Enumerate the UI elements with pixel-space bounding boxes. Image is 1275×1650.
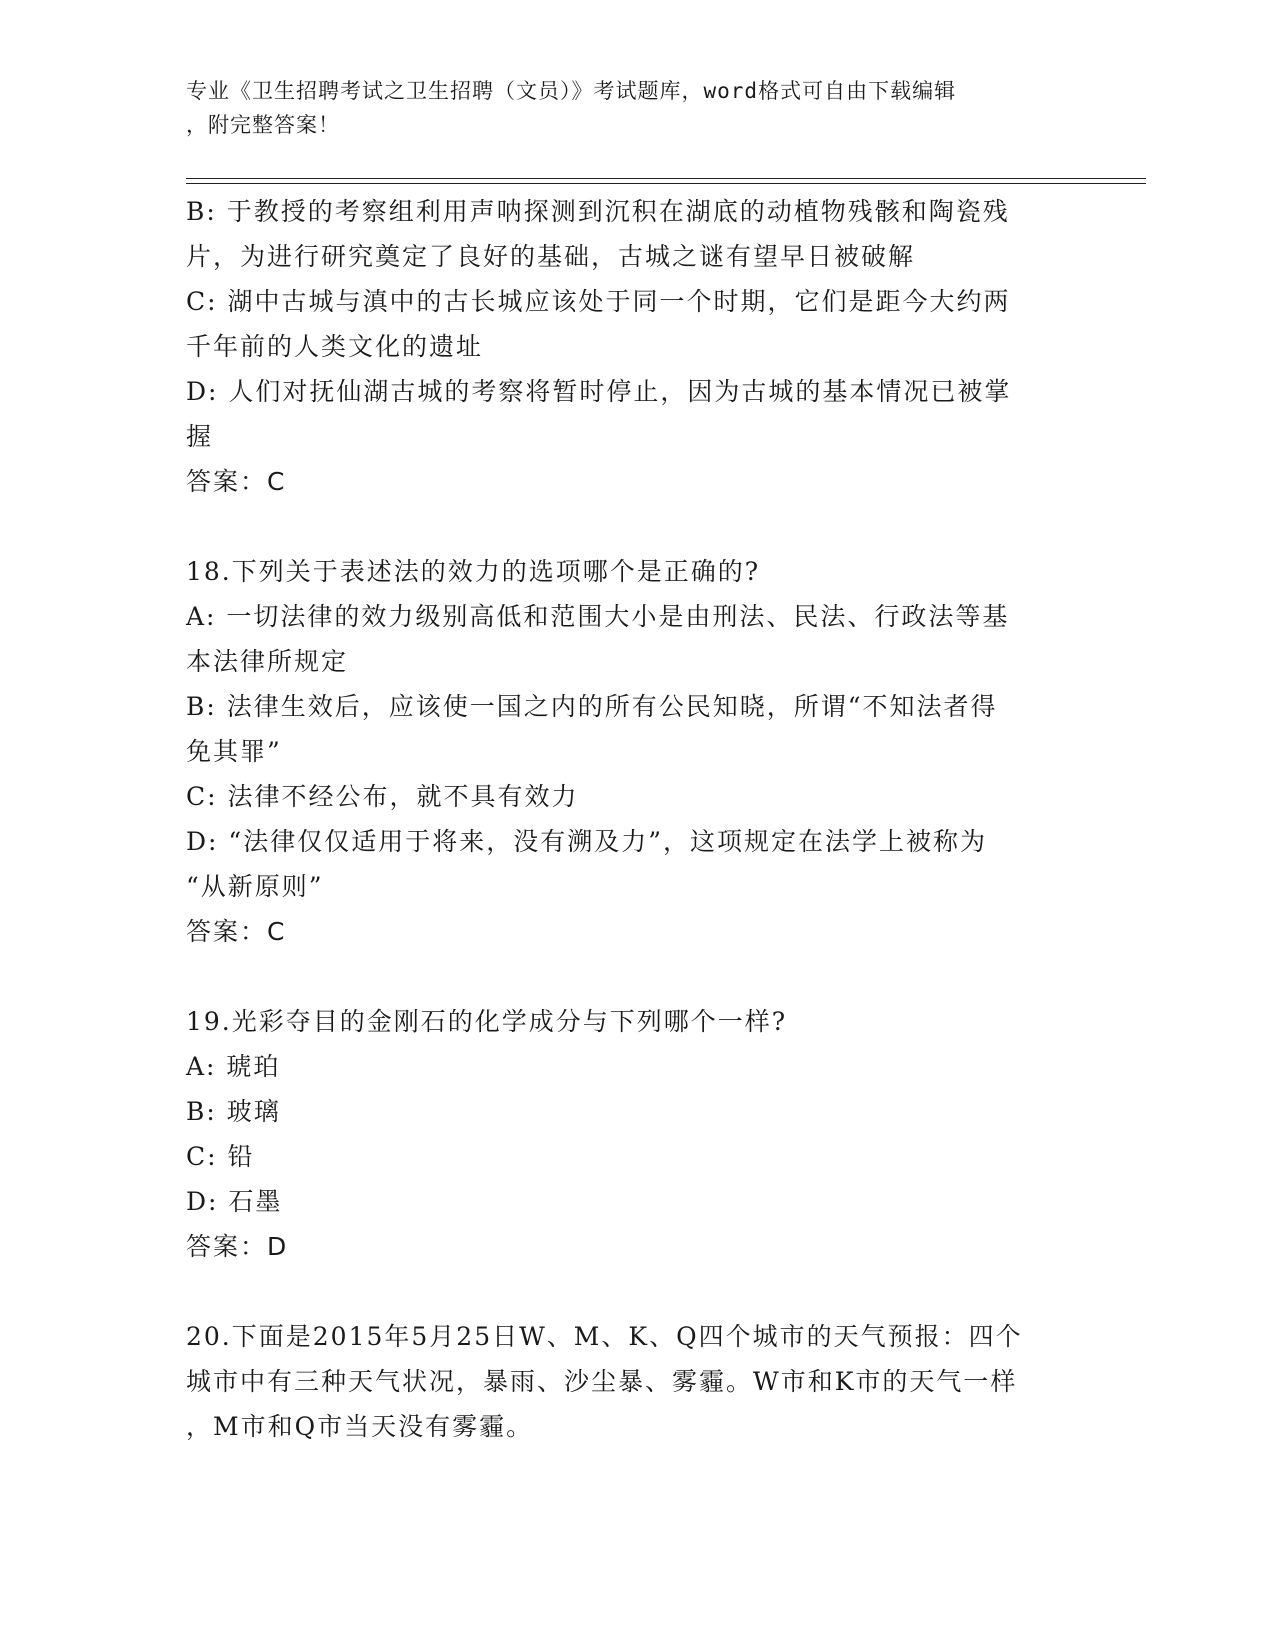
option-a: A: 琥珀 xyxy=(186,1052,281,1081)
option-b: B: 玻璃 xyxy=(186,1097,281,1126)
document-header xyxy=(186,74,1066,142)
option-c-line-1: C: 湖中古城与滇中的古长城应该处于同一个时期，它们是距今大约两 xyxy=(186,287,1011,316)
option-b-line-1: B: 法律生效后，应该使一国之内的所有公民知晓，所谓“不知法者得 xyxy=(186,692,998,721)
option-b-line-2: 免其罪” xyxy=(186,737,282,766)
option-a-line-2: 本法律所规定 xyxy=(186,647,349,676)
question-20-line-2: 城市中有三种天气状况，暴雨、沙尘暴、雾霾。W市和K市的天气一样 xyxy=(186,1367,1018,1396)
question-20-line-1: 20.下面是2015年5月25日W、M、K、Q四个城市的天气预报：四个 xyxy=(186,1322,1023,1351)
question-20-line-3: ，M市和Q市当天没有雾霾。 xyxy=(186,1412,534,1441)
option-c: C: 铅 xyxy=(186,1142,255,1171)
question-19-text: 19.光彩夺目的金刚石的化学成分与下列哪个一样? xyxy=(186,1007,788,1036)
header-line-2: ，附完整答案！ xyxy=(186,113,340,137)
header-divider-bottom xyxy=(186,183,1146,184)
option-a-line-1: A: 一切法律的效力级别高低和范围大小是由刑法、民法、行政法等基 xyxy=(186,602,1010,631)
question-20 xyxy=(186,1314,1076,1449)
option-d-line-2: “从新原则” xyxy=(186,872,324,901)
option-d-line-1: D: 人们对抚仙湖古城的考察将暂时停止，因为古城的基本情况已被掌 xyxy=(186,377,1012,406)
question-18-text: 18.下列关于表述法的效力的选项哪个是正确的? xyxy=(186,557,761,586)
answer-17: 答案：C xyxy=(186,467,287,496)
header-line-1: 专业《卫生招聘考试之卫生招聘（文员）》考试题库，word格式可自由下载编辑 xyxy=(186,79,957,103)
answer-18: 答案：C xyxy=(186,917,287,946)
option-c-line-1: C: 法律不经公布，就不具有效力 xyxy=(186,782,579,811)
question-17-tail xyxy=(186,189,1076,504)
answer-19: 答案：D xyxy=(186,1232,289,1261)
option-d-line-2: 握 xyxy=(186,422,214,451)
header-divider-top xyxy=(186,178,1146,179)
option-c-line-2: 千年前的人类文化的遗址 xyxy=(186,332,484,361)
option-d: D: 石墨 xyxy=(186,1187,283,1216)
option-d-line-1: D: “法律仅仅适用于将来，没有溯及力”，这项规定在法学上被称为 xyxy=(186,827,987,856)
option-b-line-1: B: 于教授的考察组利用声呐探测到沉积在湖底的动植物残骸和陶瓷残 xyxy=(186,197,1010,226)
spacer xyxy=(186,1269,1076,1314)
spacer xyxy=(186,504,1076,549)
spacer xyxy=(186,954,1076,999)
question-content xyxy=(186,189,1076,1449)
question-18 xyxy=(186,549,1076,954)
option-b-line-2: 片，为进行研究奠定了良好的基础，古城之谜有望早日被破解 xyxy=(186,242,916,271)
question-19 xyxy=(186,999,1076,1269)
